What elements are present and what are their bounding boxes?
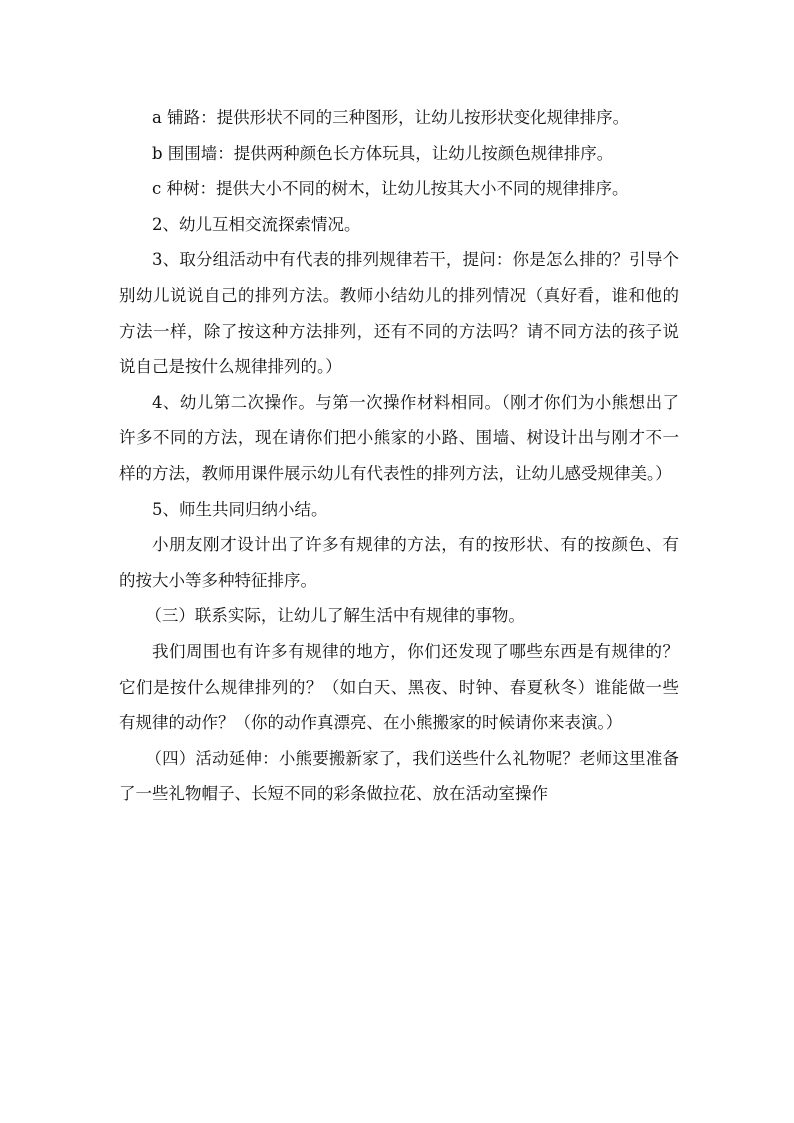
paragraph-real-life: 我们周围也有许多有规律的地方，你们还发现了哪些东西是有规律的？它们是按什么规律排列的？（如白天、黑夜、时钟、春夏秋冬）谁能做一些有规律的动作？（你的动作真漂亮、在小熊搬家的时候请你来表演。） (119, 641, 679, 733)
section-heading-4: （四）活动延伸：小熊要搬新家了，我们送些什么礼物呢？老师这里准备了一些礼物帽子、长短不同的彩条做拉花、放在活动室操作 (119, 748, 679, 804)
paragraph-step-4: 4、幼儿第二次操作。与第一次操作材料相同。（刚才你们为小熊想出了许多不同的方法，现在请你们把小熊家的小路、围墙、树设计出与刚才不一样的方法，教师用课件展示幼儿有代表性的排列方法，让幼儿感受规律美。） (119, 392, 679, 483)
paragraph-sub-item-b: b 围围墙：提供两种颜色长方体玩具，让幼儿按颜色规律排序。 (152, 143, 614, 163)
paragraph-step-2: 2、幼儿互相交流探索情况。 (152, 214, 361, 234)
paragraph-sub-item-c: c 种树：提供大小不同的树木，让幼儿按其大小不同的规律排序。 (152, 179, 629, 199)
section-heading-3: （三）联系实际，让幼儿了解生活中有规律的事物。 (145, 606, 525, 626)
paragraph-sub-item-a: a 铺路：提供形状不同的三种图形，让幼儿按形状变化规律排序。 (152, 108, 630, 127)
paragraph-step-5: 5、师生共同归纳小结。 (152, 499, 328, 519)
document-body (119, 100, 679, 812)
paragraph-summary: 小朋友刚才设计出了许多有规律的方法，有的按形状、有的按颜色、有的按大小等多种特征排序。 (119, 535, 679, 590)
paragraph-step-3: 3、取分组活动中有代表的排列规律若干，提问：你是怎么排的？引导个别幼儿说说自己的排列方法。教师小结幼儿的排列情况（真好看，谁和他的方法一样，除了按这种方法排列，还有不同的方法吗？请不同方法的孩子说说自己是按什么规律排列的。） (119, 250, 679, 377)
